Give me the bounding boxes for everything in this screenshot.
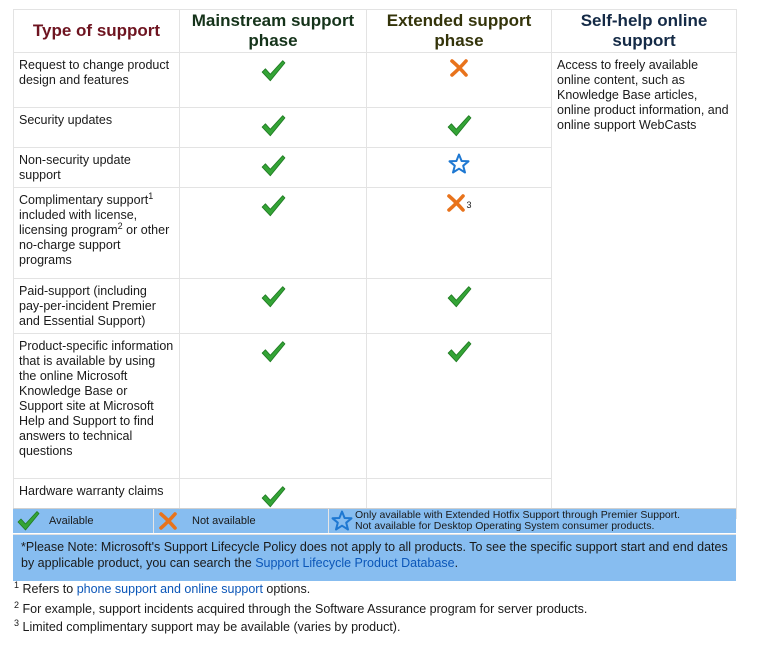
check-icon — [446, 339, 472, 365]
row-label: Security updates — [14, 108, 179, 147]
mainstream-cell — [180, 53, 366, 107]
header-mainstream-support: Mainstream support phase — [180, 10, 366, 52]
header-type-of-support: Type of support — [14, 10, 179, 52]
legend-divider — [153, 509, 154, 533]
star-icon — [448, 153, 470, 175]
row-label: Complimentary support$^1$ included with license, licensing program$^2$ or other no-charge support programs — [14, 188, 179, 278]
check-icon — [446, 113, 472, 139]
check-icon — [260, 113, 286, 139]
legend-available: Available — [15, 509, 93, 533]
check-icon — [260, 484, 286, 510]
extended-cell — [367, 108, 551, 147]
policy-note: *Please Note: Microsoft's Support Lifecycle Policy does not apply to all products. To see the specific support start and end dates by applicable product, you can search the Support Lifecycle Product Database. — [13, 534, 736, 581]
legend-not-available: Not available — [158, 509, 256, 533]
footnote-2: $^2$ For example, support incidents acquired through the Software Assurance program for server products. — [14, 599, 588, 616]
check-icon — [446, 284, 472, 310]
x-icon — [449, 58, 469, 78]
self-help-cell: Access to freely available online content, such as Knowledge Base articles, online product information, and online support WebCasts — [552, 53, 736, 518]
support-lifecycle-database-link[interactable]: Support Lifecycle Product Database — [255, 556, 455, 570]
extended-cell — [367, 148, 551, 187]
footnote-1: $^1$ Refers to phone support and online support options. — [14, 579, 311, 596]
x-icon — [446, 193, 466, 213]
table-header-row — [14, 10, 736, 52]
extended-cell — [367, 334, 551, 478]
footnote-ref: 3 — [466, 199, 472, 210]
support-phase-table — [13, 9, 737, 519]
extended-cell — [367, 188, 551, 278]
table-row — [14, 53, 736, 107]
legend-divider — [328, 509, 329, 533]
extended-cell — [367, 279, 551, 333]
header-self-help-support: Self-help online support — [552, 10, 736, 52]
header-extended-support: Extended support phase — [367, 10, 551, 52]
star-icon — [331, 510, 353, 532]
row-label: Non-security update support — [14, 148, 179, 187]
check-icon — [260, 193, 286, 219]
phone-online-support-link[interactable]: phone support and online support — [76, 582, 263, 596]
check-icon — [260, 153, 286, 179]
check-icon — [260, 58, 286, 84]
row-label: Product-specific information that is available by using the online Microsoft Knowledge Base or Support site at Microsoft Help and Support to find answers to technical questions — [14, 334, 179, 478]
extended-cell — [367, 53, 551, 107]
mainstream-cell — [180, 334, 366, 478]
mainstream-cell — [180, 188, 366, 278]
check-icon — [260, 284, 286, 310]
footnote-3: $^3$ Limited complimentary support may be available (varies by product). — [14, 617, 401, 634]
legend-hotfix-only: Only available with Extended Hotfix Support through Premier Support. Not available for Desktop Operating System consumer products. — [331, 509, 680, 533]
row-label: Request to change product design and features — [14, 53, 179, 107]
legend-bar — [13, 508, 736, 533]
mainstream-cell — [180, 148, 366, 187]
row-label: Hardware warranty claims — [14, 479, 179, 518]
row-label: Paid-support (including pay-per-incident Premier and Essential Support) — [14, 279, 179, 333]
mainstream-cell — [180, 108, 366, 147]
x-icon — [158, 511, 178, 531]
check-icon — [15, 509, 41, 533]
mainstream-cell — [180, 279, 366, 333]
check-icon — [260, 339, 286, 365]
